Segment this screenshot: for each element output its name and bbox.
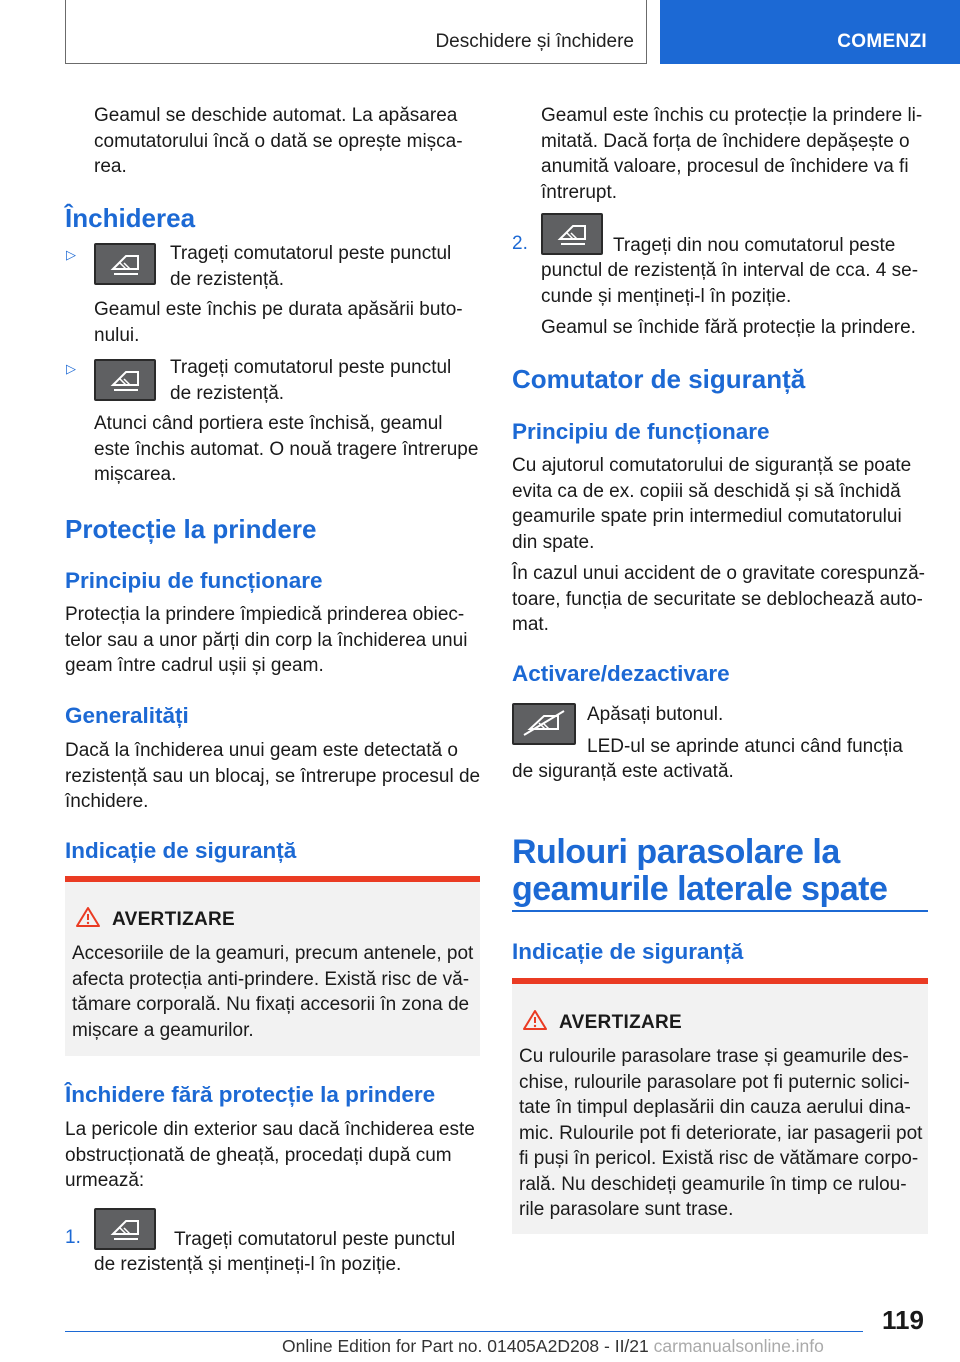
warning-triangle-icon bbox=[522, 1009, 548, 1031]
principle-heading-right: Principiu de funcționare bbox=[512, 419, 770, 444]
sun-blinds-heading: Rulouri parasolare la geamurile laterale spate bbox=[512, 833, 888, 908]
window-switch-pull-icon bbox=[94, 243, 156, 285]
closing-item1-result: Geamul este închis pe durata apăsării buto- nului. bbox=[94, 299, 463, 346]
principle-heading-left: Principiu de funcționare bbox=[65, 568, 323, 593]
closing-heading: Închiderea bbox=[65, 203, 196, 233]
step-number: 1. bbox=[65, 1227, 81, 1248]
warning-box-left bbox=[65, 876, 480, 1056]
led-text: LED-ul se aprinde atunci când funcția bbox=[587, 736, 903, 757]
closing-item1-text: Trageți comutatorul peste punctul de rezistență. bbox=[170, 243, 452, 290]
section-divider bbox=[512, 910, 928, 912]
warning-triangle-icon bbox=[75, 906, 101, 928]
press-button-text: Apăsați butonul. bbox=[587, 704, 724, 725]
window-switch-pull-icon bbox=[94, 1208, 156, 1250]
principle-text-left: Protecția la prindere împiedică prinderea obiec- telor sau a unor părți din corp la închiderea unui geam între cadrul ușii și geam. bbox=[65, 604, 468, 676]
step-number: 2. bbox=[512, 233, 528, 254]
intro-text: Geamul se deschide automat. La apăsarea comutatorului încă o dată se oprește mișca- rea. bbox=[94, 105, 463, 177]
list-bullet-icon: ▷ bbox=[66, 247, 76, 262]
warning-title-left: AVERTIZARE bbox=[112, 909, 235, 930]
safety-heading-right: Indicație de siguranță bbox=[512, 939, 744, 964]
principle-text-right: Cu ajutorul comutatorului de siguranță se poate evita ca de ex. copiii să deschidă și să închidă geamurile spate prin intermediul comutatorului din spate. bbox=[512, 455, 912, 553]
warning-text-left: Accesoriile de la geamuri, precum antenele, pot afecta protecția anti-prindere. Există risc de vă- tămare corporală. Nu fixați accesorii în zona de mișcare a geamurilor. bbox=[72, 943, 474, 1041]
step2-text: Trageți din nou comutatorul peste bbox=[613, 235, 896, 256]
led-text-cont: de siguranță este activată. bbox=[512, 761, 734, 782]
footer-edition bbox=[282, 1336, 824, 1357]
tab-comenzi[interactable] bbox=[660, 0, 960, 64]
list-bullet-icon: ▷ bbox=[66, 361, 76, 376]
safety-heading-left: Indicație de siguranță bbox=[65, 838, 297, 863]
child-lock-heading: Comutator de siguranță bbox=[512, 364, 806, 394]
window-switch-pull-icon bbox=[541, 213, 603, 255]
step2-text-cont: punctul de rezistență în interval de cca. 4 se- cunde și mențineți-l în poziție. bbox=[541, 260, 919, 307]
pinch-protection-heading: Protecție la prindere bbox=[65, 514, 317, 544]
warning-text-right: Cu rulourile parasolare trase și geamurile des- chise, rulourile parasolare pot fi puternic solici- tate în timpul deplasării din cauza aerului dina- mic. Rulourile pot fi deteriorate, iar pasagerii pot fi puși în pericol. Există risc de vătămare corpo- rală. Nu deschideți geamurile în timp ce rulou- rile parasolare sunt trase. bbox=[519, 1046, 923, 1220]
general-heading: Generalități bbox=[65, 703, 189, 728]
limited-protection-text: Geamul este închis cu protecție la prindere li- mitată. Dacă forța de închidere depășește o anumită valoare, procesul de închidere va fi întrerupt. bbox=[541, 105, 923, 203]
child-lock-button-icon bbox=[512, 703, 576, 745]
edition-text: Online Edition for Part no. 01405A2D208 - II/21 bbox=[282, 1336, 649, 1356]
section-title: Deschidere și închidere bbox=[435, 31, 634, 52]
warning-box-right bbox=[512, 978, 928, 1234]
header-section-box bbox=[65, 0, 647, 64]
accident-text: În cazul unui accident de o gravitate corespunză- toare, funcția de securitate se deblochează auto- mat. bbox=[512, 563, 925, 635]
no-pinch-closing-text: La pericole din exterior sau dacă închiderea este obstrucționată de gheață, procedați după cum urmează: bbox=[65, 1119, 475, 1191]
general-text: Dacă la închiderea unui geam este detectată o rezistență sau un blocaj, se întrerupe procesul de închidere. bbox=[65, 740, 481, 812]
watermark-text: carmanualsonline.info bbox=[653, 1336, 824, 1356]
step1-text-cont: de rezistență și mențineți-l în poziție. bbox=[94, 1254, 402, 1275]
closing-item2-text: Trageți comutatorul peste punctul de rezistență. bbox=[170, 357, 452, 404]
no-pinch-closing-heading: Închidere fără protecție la prindere bbox=[65, 1082, 436, 1107]
activate-heading: Activare/dezactivare bbox=[512, 661, 730, 686]
tab-label: COMENZI bbox=[837, 31, 927, 52]
footer-divider bbox=[65, 1331, 863, 1332]
page-number: 119 bbox=[882, 1305, 924, 1335]
step2-result: Geamul se închide fără protecție la prindere. bbox=[541, 317, 916, 338]
step1-text: Trageți comutatorul peste punctul bbox=[174, 1229, 456, 1250]
closing-item2-result: Atunci când portiera este închisă, geamul este închis automat. O nouă tragere întrerupe mișcarea. bbox=[94, 413, 479, 485]
window-switch-pull-icon bbox=[94, 359, 156, 401]
warning-title-right: AVERTIZARE bbox=[559, 1012, 682, 1033]
